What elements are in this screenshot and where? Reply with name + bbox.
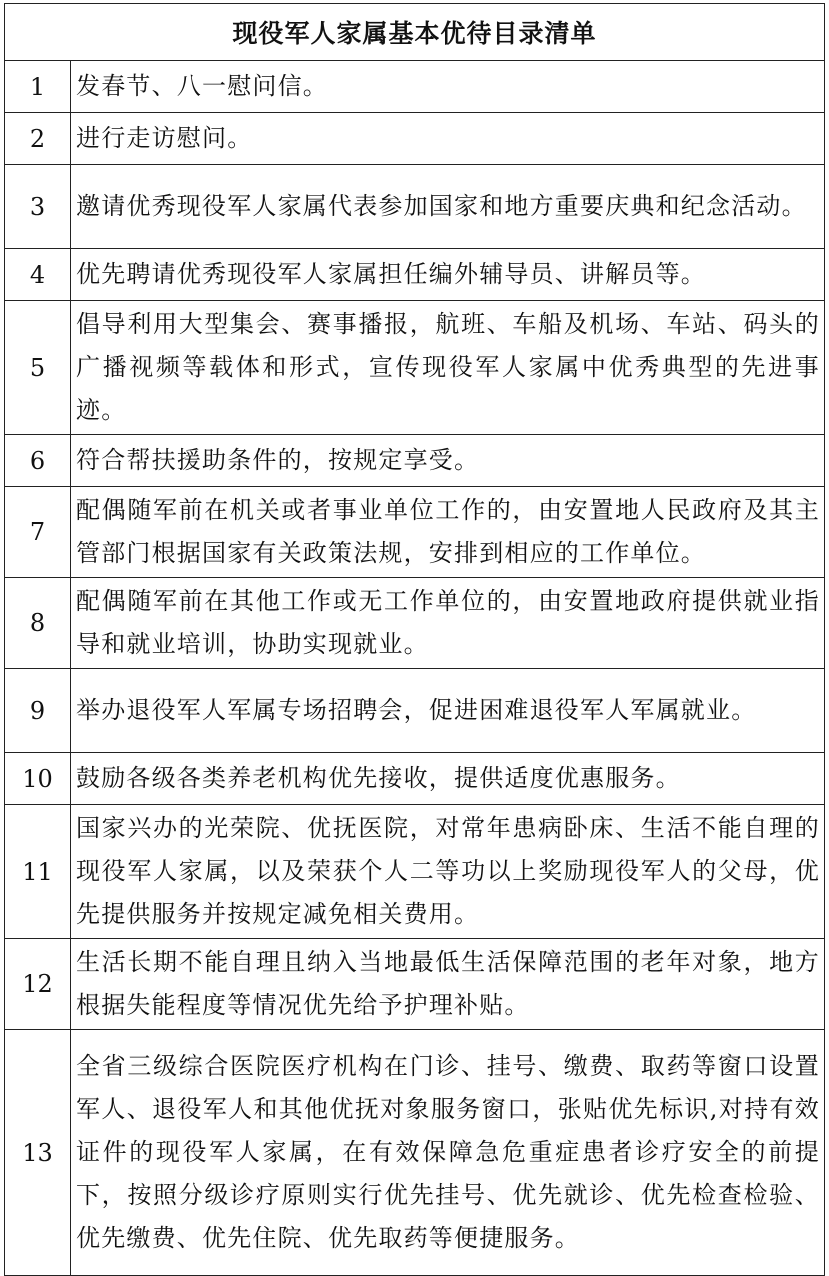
row-number: 10 — [5, 753, 71, 805]
row-content: 邀请优秀现役军人家属代表参加国家和地方重要庆典和纪念活动。 — [71, 165, 825, 249]
table-row — [5, 301, 825, 435]
row-content: 生活长期不能自理且纳入当地最低生活保障范围的老年对象，地方根据失能程度等情况优先给予护理补贴。 — [71, 939, 825, 1030]
row-number: 9 — [5, 669, 71, 753]
row-content: 国家兴办的光荣院、优抚医院，对常年患病卧床、生活不能自理的现役军人家属，以及荣获个人二等功以上奖励现役军人的父母，优先提供服务并按规定减免相关费用。 — [71, 805, 825, 939]
table-row — [5, 669, 825, 753]
document — [4, 3, 824, 1252]
row-number: 7 — [5, 487, 71, 578]
row-number: 8 — [5, 578, 71, 669]
row-content: 进行走访慰问。 — [71, 113, 825, 165]
table-row — [5, 578, 825, 669]
row-content: 配偶随军前在其他工作或无工作单位的，由安置地政府提供就业指导和就业培训，协助实现就业。 — [71, 578, 825, 669]
row-content: 符合帮扶援助条件的，按规定享受。 — [71, 435, 825, 487]
table-row — [5, 939, 825, 1030]
row-number: 4 — [5, 249, 71, 301]
table-row — [5, 113, 825, 165]
table-row — [5, 753, 825, 805]
row-content: 优先聘请优秀现役军人家属担任编外辅导员、讲解员等。 — [71, 249, 825, 301]
row-number: 12 — [5, 939, 71, 1030]
table-row — [5, 805, 825, 939]
row-content: 鼓励各级各类养老机构优先接收，提供适度优惠服务。 — [71, 753, 825, 805]
row-content: 全省三级综合医院医疗机构在门诊、挂号、缴费、取药等窗口设置军人、退役军人和其他优抚对象服务窗口，张贴优先标识,对持有效证件的现役军人家属，在有效保障急危重症患者诊疗安全的前提下，按照分级诊疗原则实行优先挂号、优先就诊、优先检查检验、优先缴费、优先住院、优先取药等便捷服务。 — [71, 1030, 825, 1276]
table-row — [5, 61, 825, 113]
row-number: 6 — [5, 435, 71, 487]
row-content: 举办退役军人军属专场招聘会，促进困难退役军人军属就业。 — [71, 669, 825, 753]
row-number: 13 — [5, 1030, 71, 1276]
row-number: 3 — [5, 165, 71, 249]
table-row — [5, 249, 825, 301]
row-content: 倡导利用大型集会、赛事播报，航班、车船及机场、车站、码头的广播视频等载体和形式，宣传现役军人家属中优秀典型的先进事迹。 — [71, 301, 825, 435]
benefits-table — [4, 3, 825, 1276]
table-row — [5, 165, 825, 249]
row-number: 1 — [5, 61, 71, 113]
row-number: 5 — [5, 301, 71, 435]
table-row — [5, 487, 825, 578]
row-number: 2 — [5, 113, 71, 165]
table-row — [5, 435, 825, 487]
row-number: 11 — [5, 805, 71, 939]
row-content: 配偶随军前在机关或者事业单位工作的，由安置地人民政府及其主管部门根据国家有关政策法规，安排到相应的工作单位。 — [71, 487, 825, 578]
table-title: 现役军人家属基本优待目录清单 — [5, 4, 825, 61]
table-row — [5, 1030, 825, 1276]
row-content: 发春节、八一慰问信。 — [71, 61, 825, 113]
table-title-row — [5, 4, 825, 61]
